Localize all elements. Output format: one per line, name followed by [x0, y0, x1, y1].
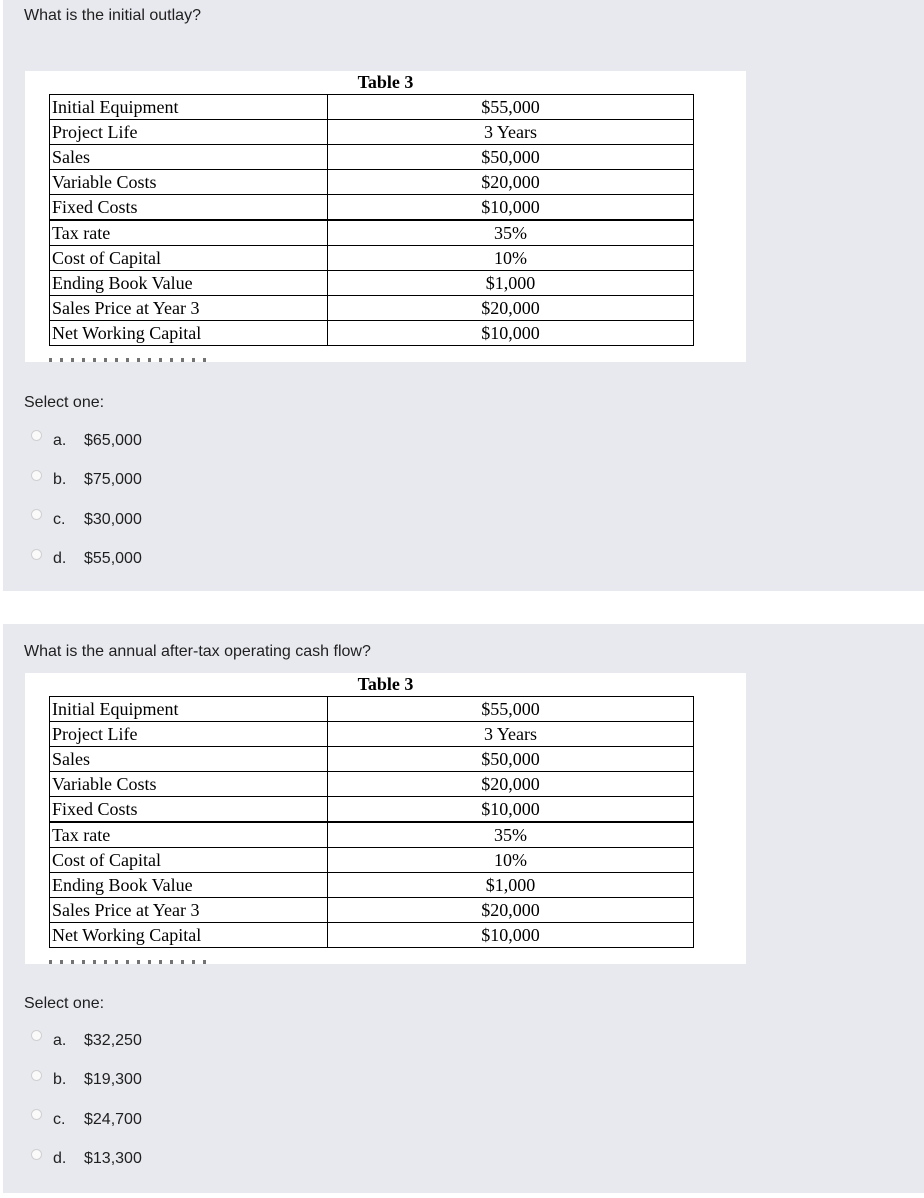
- answer-option-c[interactable]: [31, 500, 142, 540]
- table-image: [25, 71, 746, 362]
- row-value: $20,000: [328, 296, 694, 321]
- table-row: [50, 246, 694, 271]
- table-row: [50, 95, 694, 120]
- table-caption: Table 3: [357, 72, 414, 92]
- option-text: $75,000: [84, 471, 142, 489]
- radio-button[interactable]: [31, 1070, 42, 1081]
- table-image: [25, 673, 746, 964]
- table-row: [50, 848, 694, 873]
- option-text: $32,250: [84, 1031, 142, 1049]
- row-label: Project Life: [50, 722, 328, 747]
- answer-option-a[interactable]: [31, 1021, 142, 1061]
- table-row: [50, 747, 694, 772]
- row-label: Initial Equipment: [50, 95, 328, 120]
- row-value: 35%: [328, 220, 694, 246]
- radio-button[interactable]: [31, 509, 42, 520]
- table-row: [50, 697, 694, 722]
- radio-button[interactable]: [31, 430, 42, 441]
- option-text: $65,000: [84, 431, 142, 449]
- table-row: [50, 822, 694, 848]
- row-value: $55,000: [328, 697, 694, 722]
- table-row: [50, 170, 694, 195]
- radio-button[interactable]: [31, 1030, 42, 1041]
- table-row: [50, 923, 694, 948]
- row-label: Fixed Costs: [50, 797, 328, 823]
- radio-button[interactable]: [31, 470, 42, 481]
- row-label: Initial Equipment: [50, 697, 328, 722]
- row-value: $10,000: [328, 195, 694, 221]
- table-row: [50, 220, 694, 246]
- table-row: [50, 873, 694, 898]
- row-label: Ending Book Value: [50, 873, 328, 898]
- table-row: [50, 321, 694, 346]
- option-text: $19,300: [84, 1071, 142, 1089]
- answer-option-c[interactable]: [31, 1100, 142, 1140]
- select-one-label: Select one:: [24, 394, 105, 411]
- row-value: $1,000: [328, 873, 694, 898]
- table-row: [50, 120, 694, 145]
- table-row: [50, 772, 694, 797]
- data-table: [49, 696, 694, 948]
- option-letter: d.: [53, 550, 67, 568]
- answer-option-d[interactable]: [31, 1140, 142, 1180]
- row-value: 35%: [328, 822, 694, 848]
- question-text: What is the annual after-tax operating cash flow?: [24, 643, 371, 660]
- table-row: [50, 271, 694, 296]
- row-label: Sales Price at Year 3: [50, 296, 328, 321]
- answer-options: [31, 421, 142, 579]
- answer-option-a[interactable]: [31, 421, 142, 461]
- row-value: $10,000: [328, 797, 694, 823]
- row-value: $50,000: [328, 145, 694, 170]
- question-card: [3, 624, 924, 1193]
- row-value: 10%: [328, 246, 694, 271]
- row-value: 3 Years: [328, 120, 694, 145]
- row-label: Sales: [50, 747, 328, 772]
- option-text: $55,000: [84, 550, 142, 568]
- table-row: [50, 195, 694, 221]
- row-label: Tax rate: [50, 220, 328, 246]
- option-letter: d.: [53, 1150, 67, 1168]
- radio-button[interactable]: [31, 1149, 42, 1160]
- select-one-label: Select one:: [24, 995, 105, 1012]
- row-label: Sales: [50, 145, 328, 170]
- cropped-row-remnant: [49, 358, 209, 362]
- row-label: Cost of Capital: [50, 246, 328, 271]
- row-value: 10%: [328, 848, 694, 873]
- row-label: Project Life: [50, 120, 328, 145]
- answer-option-b[interactable]: [31, 1061, 142, 1101]
- row-value: $20,000: [328, 898, 694, 923]
- answer-option-b[interactable]: [31, 461, 142, 501]
- table-caption: Table 3: [357, 674, 414, 694]
- row-label: Tax rate: [50, 822, 328, 848]
- radio-button[interactable]: [31, 1109, 42, 1120]
- answer-option-d[interactable]: [31, 540, 142, 580]
- row-label: Net Working Capital: [50, 321, 328, 346]
- option-letter: a.: [53, 1031, 67, 1049]
- row-label: Sales Price at Year 3: [50, 898, 328, 923]
- row-label: Variable Costs: [50, 772, 328, 797]
- row-label: Fixed Costs: [50, 195, 328, 221]
- row-value: $10,000: [328, 321, 694, 346]
- question-card: [3, 0, 924, 591]
- cropped-row-remnant: [49, 960, 209, 964]
- row-label: Variable Costs: [50, 170, 328, 195]
- row-value: 3 Years: [328, 722, 694, 747]
- row-label: Ending Book Value: [50, 271, 328, 296]
- radio-button[interactable]: [31, 549, 42, 560]
- option-text: $13,300: [84, 1150, 142, 1168]
- table-row: [50, 797, 694, 823]
- row-value: $20,000: [328, 170, 694, 195]
- option-letter: b.: [53, 1071, 67, 1089]
- data-table: [49, 94, 694, 346]
- table-row: [50, 898, 694, 923]
- table-row: [50, 296, 694, 321]
- row-label: Net Working Capital: [50, 923, 328, 948]
- question-text: What is the initial outlay?: [24, 7, 201, 24]
- answer-options: [31, 1021, 142, 1179]
- option-letter: a.: [53, 431, 67, 449]
- row-value: $10,000: [328, 923, 694, 948]
- row-label: Cost of Capital: [50, 848, 328, 873]
- option-text: $30,000: [84, 510, 142, 528]
- table-row: [50, 145, 694, 170]
- table-row: [50, 722, 694, 747]
- row-value: $1,000: [328, 271, 694, 296]
- option-letter: c.: [53, 1110, 66, 1128]
- option-letter: b.: [53, 471, 67, 489]
- row-value: $55,000: [328, 95, 694, 120]
- option-text: $24,700: [84, 1110, 142, 1128]
- row-value: $50,000: [328, 747, 694, 772]
- option-letter: c.: [53, 510, 66, 528]
- row-value: $20,000: [328, 772, 694, 797]
